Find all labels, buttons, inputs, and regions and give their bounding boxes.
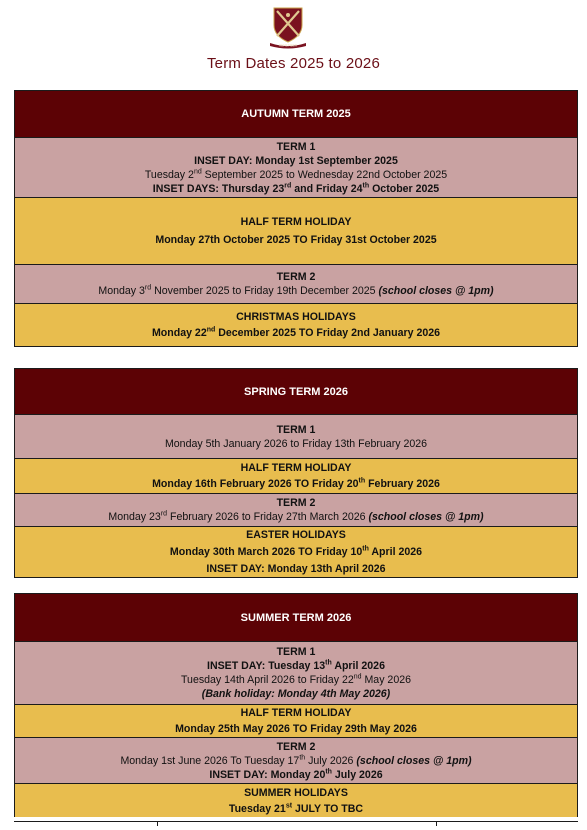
summer-term1-bank: (Bank holiday: Monday 4th May 2026) — [201, 688, 391, 700]
summer-hols-dates: Tuesday 21st JULY TO TBC — [228, 801, 364, 815]
summer-term1-cell — [15, 642, 578, 705]
summer-hols-label: SUMMER HOLIDAYS — [244, 786, 348, 799]
summer-term2-inset: INSET DAY: Monday 20th July 2026 — [209, 767, 383, 781]
autumn-xmas-dates: Monday 22nd December 2025 TO Friday 2nd January 2026 — [151, 326, 441, 339]
spring-half-dates: Monday 16th February 2026 TO Friday 20th February 2026 — [152, 477, 440, 490]
autumn-term1-inset1: INSET DAY: Monday 1st September 2025 — [194, 154, 398, 167]
autumn-term1-inset2: INSET DAYS: Thursday 23rd and Friday 24th October 2025 — [152, 181, 440, 195]
crest-motto: REMEMBER — [278, 43, 298, 48]
spring-term-table — [14, 368, 578, 578]
spring-easter-label: EASTER HOLIDAYS — [246, 529, 346, 541]
table-bottom-tick — [436, 821, 437, 826]
spring-easter-dates: Monday 30th March 2026 TO Friday 10th April 2026 — [169, 545, 423, 558]
summer-term1-dates: Tuesday 14th April 2026 to Friday 22nd May 2026 — [180, 673, 411, 686]
summer-holidays-cell — [15, 784, 578, 818]
autumn-term1-cell — [15, 138, 578, 198]
table-bottom-tick — [157, 821, 158, 826]
summer-term-table — [14, 593, 578, 817]
summer-term1-label: TERM 1 — [276, 646, 316, 658]
autumn-term-table — [14, 90, 578, 347]
autumn-half-dates: Monday 27th October 2025 TO Friday 31st October 2025 — [155, 234, 437, 246]
spring-term1-cell — [15, 415, 578, 459]
summer-term2-dates: Monday 1st June 2026 To Tuesday 17th July 2026 (school closes @ 1pm) — [120, 753, 472, 767]
summer-half-label: HALF TERM HOLIDAY — [240, 707, 352, 719]
autumn-xmas-label: CHRISTMAS HOLIDAYS — [236, 311, 356, 323]
summer-half-term-cell — [15, 705, 578, 738]
spring-easter-inset: INSET DAY: Monday 13th April 2026 — [206, 563, 386, 575]
autumn-term2-label: TERM 2 — [276, 271, 316, 283]
spring-half-term-cell — [15, 459, 578, 494]
summer-term2-cell — [15, 738, 578, 784]
spring-half-label: HALF TERM HOLIDAY — [240, 462, 352, 474]
spring-header: SPRING TERM 2026 — [15, 369, 578, 415]
autumn-half-label: HALF TERM HOLIDAY — [240, 216, 352, 228]
school-crest-icon — [266, 5, 310, 49]
autumn-term1-label: TERM 1 — [276, 140, 316, 153]
autumn-term2-dates: Monday 3rd November 2025 to Friday 19th December 2025 (school closes @ 1pm) — [98, 284, 494, 297]
autumn-term1-dates: Tuesday 2nd September 2025 to Wednesday 22nd October 2025 — [144, 167, 448, 181]
summer-half-dates: Monday 25th May 2026 TO Friday 29th May 2026 — [175, 723, 417, 735]
autumn-half-term-cell — [15, 198, 578, 265]
spring-term2-label: TERM 2 — [276, 497, 316, 509]
autumn-term2-cell — [15, 265, 578, 304]
autumn-christmas-cell — [15, 304, 578, 347]
autumn-header: AUTUMN TERM 2025 — [15, 91, 578, 138]
spring-term2-dates: Monday 23rd February 2026 to Friday 27th March 2026 (school closes @ 1pm) — [108, 510, 484, 523]
page-title: Term Dates 2025 to 2026 — [206, 55, 381, 72]
summer-header: SUMMER TERM 2026 — [15, 594, 578, 642]
table-bottom-border — [14, 821, 578, 822]
summer-term1-inset: INSET DAY: Tuesday 13th April 2026 — [207, 659, 385, 672]
summer-term2-label: TERM 2 — [276, 740, 316, 753]
spring-term1-label: TERM 1 — [276, 423, 316, 436]
spring-easter-cell — [15, 527, 578, 578]
spring-term1-dates: Monday 5th January 2026 to Friday 13th February 2026 — [164, 437, 428, 450]
spring-term2-cell — [15, 494, 578, 527]
